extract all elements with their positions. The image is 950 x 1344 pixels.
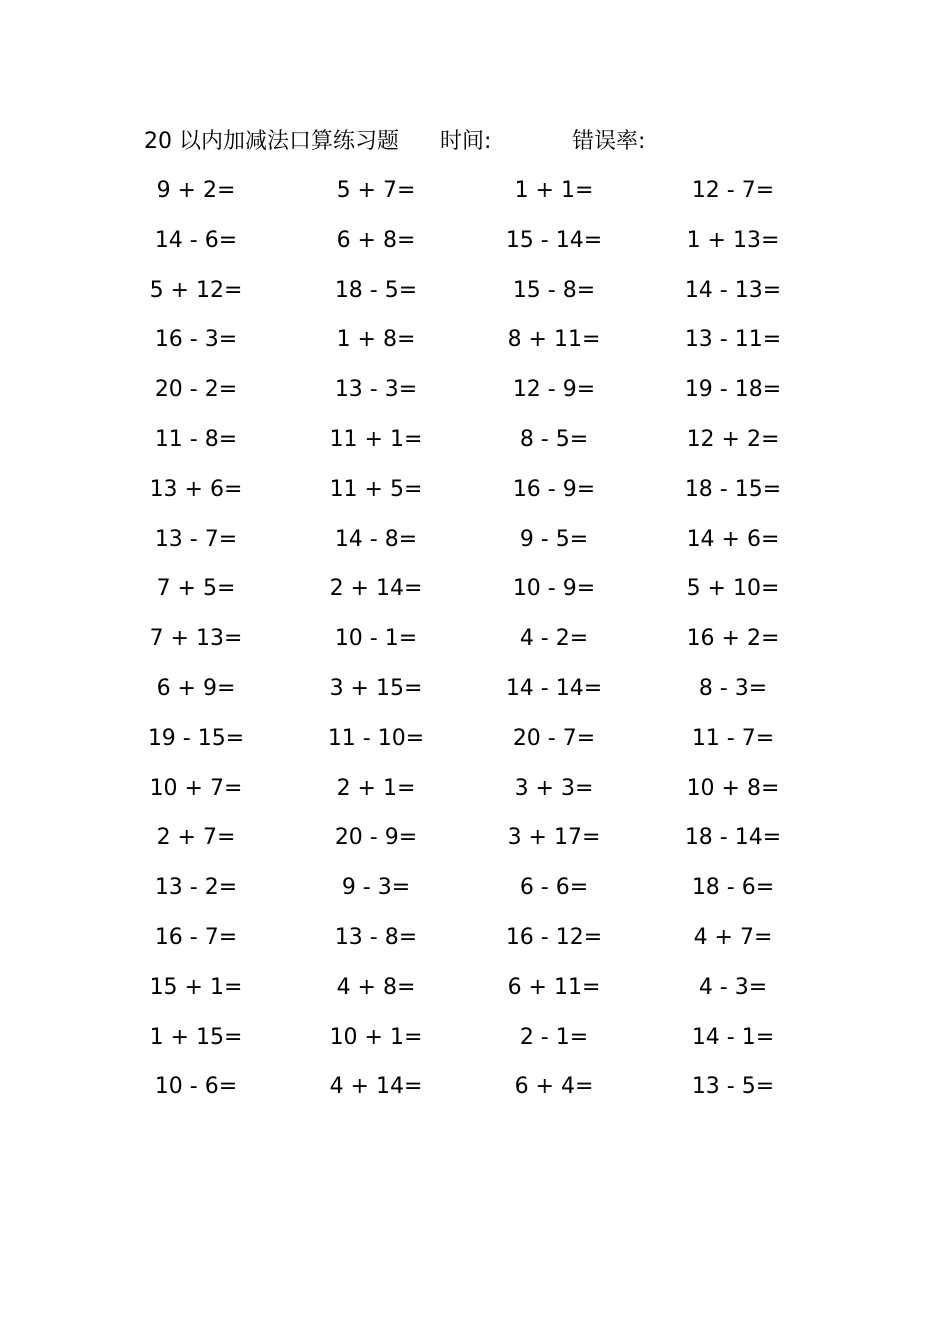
problem-cell: 16 - 12= <box>505 924 603 950</box>
problem-cell: 5 + 10= <box>686 576 780 602</box>
problem-cell: 10 - 9= <box>512 576 596 602</box>
problem-cell: 10 - 6= <box>154 1074 238 1100</box>
problem-cell: 1 + 1= <box>514 178 594 203</box>
time-label: 时间: <box>440 129 492 154</box>
problem-row <box>0 515 950 565</box>
problem-cell: 20 - 7= <box>512 725 596 751</box>
problem-cell: 9 - 5= <box>519 526 589 552</box>
problem-cell: 13 - 2= <box>154 875 238 901</box>
problem-cell: 16 - 7= <box>154 924 238 950</box>
problem-row <box>0 315 950 365</box>
problem-cell: 15 + 1= <box>149 974 243 1000</box>
problem-row <box>0 664 950 714</box>
problem-cell: 18 - 6= <box>691 875 775 901</box>
problem-cell: 14 - 1= <box>691 1024 775 1050</box>
problem-cell: 20 - 2= <box>154 377 238 403</box>
problem-cell: 14 + 6= <box>686 526 780 552</box>
problem-cell: 7 + 5= <box>156 576 236 602</box>
problem-cell: 6 + 4= <box>514 1074 594 1100</box>
problem-cell: 11 + 5= <box>329 476 423 502</box>
problem-cell: 16 - 9= <box>512 476 596 502</box>
problem-cell: 13 - 3= <box>334 377 418 403</box>
problem-cell: 6 - 6= <box>519 875 589 901</box>
problem-row <box>0 564 950 614</box>
problem-cell: 5 + 12= <box>149 277 243 303</box>
worksheet-header <box>144 124 844 160</box>
problem-row <box>0 913 950 963</box>
problem-cell: 9 + 2= <box>156 178 236 203</box>
problem-cell: 4 + 14= <box>329 1074 423 1100</box>
problem-row <box>0 1062 950 1112</box>
problem-cell: 6 + 8= <box>336 227 416 253</box>
problem-row <box>0 863 950 913</box>
problem-cell: 3 + 17= <box>507 825 601 851</box>
problem-cell: 10 + 7= <box>149 775 243 801</box>
problem-cell: 11 + 1= <box>329 426 423 452</box>
problem-cell: 14 - 6= <box>154 227 238 253</box>
problem-cell: 12 - 9= <box>512 377 596 403</box>
problem-row <box>0 415 950 465</box>
problem-cell: 13 - 8= <box>334 924 418 950</box>
problem-cell: 14 - 14= <box>505 675 603 701</box>
problem-cell: 4 + 8= <box>336 974 416 1000</box>
problem-cell: 13 - 11= <box>684 327 782 353</box>
problem-cell: 8 + 11= <box>507 327 601 353</box>
worksheet-title: 20 以内加减法口算练习题 <box>144 129 399 154</box>
problem-cell: 9 - 3= <box>341 875 411 901</box>
problem-cell: 16 + 2= <box>686 626 780 652</box>
problem-cell: 11 - 7= <box>691 725 775 751</box>
problem-cell: 1 + 13= <box>686 227 780 253</box>
problem-cell: 13 + 6= <box>149 476 243 502</box>
problem-cell: 19 - 15= <box>147 725 245 751</box>
problem-row <box>0 266 950 316</box>
problem-cell: 14 - 13= <box>684 277 782 303</box>
problem-cell: 1 + 8= <box>336 327 416 353</box>
problem-cell: 5 + 7= <box>336 178 416 203</box>
problem-row <box>0 216 950 266</box>
problem-cell: 10 + 8= <box>686 775 780 801</box>
problem-cell: 2 + 1= <box>336 775 416 801</box>
problem-cell: 2 + 7= <box>156 825 236 851</box>
problem-cell: 4 - 2= <box>519 626 589 652</box>
problem-row <box>0 365 950 415</box>
problem-row <box>0 166 950 216</box>
problem-cell: 3 + 3= <box>514 775 594 801</box>
problem-cell: 19 - 18= <box>684 377 782 403</box>
problem-cell: 8 - 3= <box>698 675 768 701</box>
problem-cell: 2 + 14= <box>329 576 423 602</box>
problem-cell: 4 + 7= <box>693 924 773 950</box>
problem-cell: 20 - 9= <box>334 825 418 851</box>
problem-row <box>0 1013 950 1063</box>
problem-row <box>0 764 950 814</box>
problem-row <box>0 465 950 515</box>
problem-cell: 7 + 13= <box>149 626 243 652</box>
problem-cell: 12 - 7= <box>691 178 775 203</box>
problem-cell: 13 - 5= <box>691 1074 775 1100</box>
problem-cell: 14 - 8= <box>334 526 418 552</box>
problem-cell: 15 - 8= <box>512 277 596 303</box>
problem-cell: 13 - 7= <box>154 526 238 552</box>
problem-cell: 11 - 8= <box>154 426 238 452</box>
problem-row <box>0 614 950 664</box>
problem-cell: 1 + 15= <box>149 1024 243 1050</box>
problem-cell: 3 + 15= <box>329 675 423 701</box>
problem-cell: 2 - 1= <box>519 1024 589 1050</box>
problem-cell: 8 - 5= <box>519 426 589 452</box>
problem-cell: 16 - 3= <box>154 327 238 353</box>
problem-cell: 4 - 3= <box>698 974 768 1000</box>
problem-row <box>0 714 950 764</box>
problem-cell: 12 + 2= <box>686 426 780 452</box>
problem-row <box>0 813 950 863</box>
problem-cell: 18 - 5= <box>334 277 418 303</box>
problem-cell: 10 - 1= <box>334 626 418 652</box>
problem-cell: 15 - 14= <box>505 227 603 253</box>
problem-cell: 6 + 11= <box>507 974 601 1000</box>
problem-row <box>0 963 950 1013</box>
problem-cell: 11 - 10= <box>327 725 425 751</box>
error-rate-label: 错误率: <box>572 129 646 154</box>
problem-cell: 6 + 9= <box>156 675 236 701</box>
problem-cell: 18 - 14= <box>684 825 782 851</box>
problem-cell: 10 + 1= <box>329 1024 423 1050</box>
problem-cell: 18 - 15= <box>684 476 782 502</box>
problem-grid <box>0 166 950 1112</box>
